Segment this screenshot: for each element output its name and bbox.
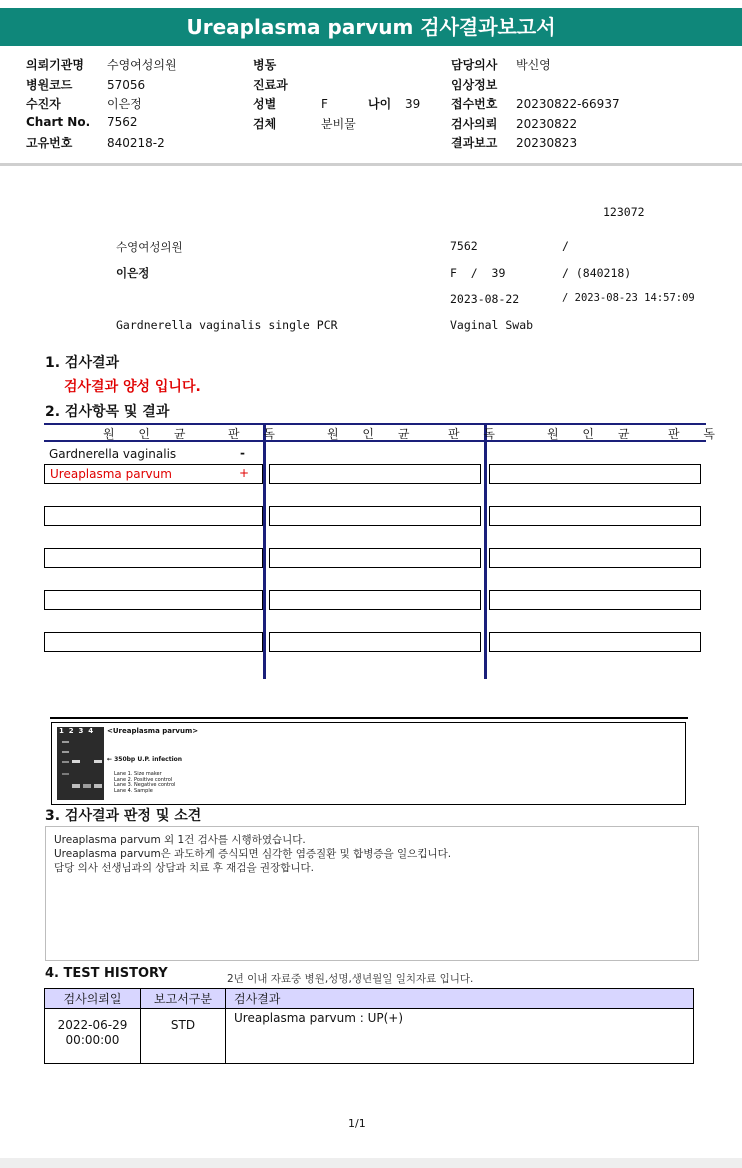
header-key: 담당의사 <box>451 58 498 72</box>
summary-slash: / <box>562 239 569 253</box>
gel-marker-label: ← 350bp U.P. infection <box>107 756 183 763</box>
opinion-box <box>45 826 699 961</box>
header-value: 이은정 <box>107 97 142 111</box>
header-value: 7562 <box>107 114 138 129</box>
summary-clinic: 수영여성의원 <box>116 240 183 254</box>
history-date-cell <box>45 1009 141 1064</box>
header-value: 분비물 <box>321 116 356 131</box>
empty-box <box>44 632 263 652</box>
header-key: 접수번호 <box>451 97 498 111</box>
history-row <box>45 1009 694 1064</box>
col-judgement-header: 판 독 <box>228 427 285 441</box>
result-value: + <box>239 466 250 480</box>
summary-code: 123072 <box>603 205 645 219</box>
gel-legend-item: Lane 2. Positive control <box>114 776 173 783</box>
header-key: 검사의뢰 <box>451 116 498 131</box>
summary-test: Gardnerella vaginalis single PCR <box>116 318 338 332</box>
header-key: 고유번호 <box>26 136 73 150</box>
empty-box <box>44 590 263 610</box>
history-col-header: 보고서구분 <box>141 989 226 1009</box>
empty-box <box>269 464 481 484</box>
summary-specimen: Vaginal Swab <box>450 318 534 332</box>
header-key: 수진자 <box>26 97 61 111</box>
header-key: 임상정보 <box>451 77 498 92</box>
opinion-line: 담당 의사 선생님과의 상담과 치료 후 재검을 권장합니다. <box>54 862 314 874</box>
history-header-row <box>45 989 694 1009</box>
summary-received: 2023-08-22 <box>450 292 520 306</box>
header-col1 <box>26 56 177 154</box>
bottom-band <box>0 1158 742 1168</box>
empty-box <box>489 464 701 484</box>
gel-divider-line <box>50 717 688 719</box>
gel-legend-item: Lane 3. Negative control <box>114 782 176 788</box>
header-col3 <box>451 56 620 154</box>
col-pathogen-header: 원 인 균 <box>547 427 640 441</box>
empty-box <box>489 506 701 526</box>
result-name: Gardnerella vaginalis <box>49 447 177 461</box>
header-key: 검체 <box>253 116 277 131</box>
page-number: 1/1 <box>348 1117 366 1130</box>
header-divider <box>0 163 742 166</box>
history-type: STD <box>141 1009 226 1064</box>
section1-heading: 1. 검사결과 <box>45 355 120 371</box>
summary-birth: / (840218) <box>562 266 632 280</box>
header-value: 840218-2 <box>107 136 165 150</box>
history-time: 00:00:00 <box>65 1033 120 1047</box>
result-value: - <box>240 446 245 460</box>
gel-image <box>57 727 104 800</box>
header-value: 57056 <box>107 77 146 92</box>
summary-patient: 이은정 <box>116 266 150 280</box>
empty-box <box>269 506 481 526</box>
header-value: 20230823 <box>516 136 578 150</box>
gel-lane-numbers: 1 2 3 4 <box>59 727 94 735</box>
section1-result: 검사결과 양성 입니다. <box>64 379 201 395</box>
header-key: 결과보고 <box>451 136 498 150</box>
header-key: Chart No. <box>26 114 91 129</box>
header-col2 <box>253 56 420 134</box>
history-date: 2022-06-29 <box>57 1018 128 1032</box>
empty-box <box>44 548 263 568</box>
header-key: 병원코드 <box>26 77 73 92</box>
grid-col-divider <box>263 423 266 679</box>
empty-box <box>269 632 481 652</box>
section4-heading: 4. TEST HISTORY <box>45 966 168 981</box>
summary-reported: / 2023-08-23 14:57:09 <box>562 292 695 304</box>
header-value: 수영여성의원 <box>107 58 177 72</box>
report-title: Ureaplasma parvum 검사결과보고서 <box>0 8 742 46</box>
col-pathogen-header: 원 인 균 <box>327 427 420 441</box>
history-result: Ureaplasma parvum : UP(+) <box>226 1009 694 1064</box>
history-col-header: 검사결과 <box>226 989 694 1009</box>
opinion-line: Ureaplasma parvum은 과도하게 증식되면 심각한 염증질환 및 합병증을 일으킵니다. <box>54 848 452 860</box>
col-judgement-header: 판 독 <box>448 427 505 441</box>
section3-heading: 3. 검사결과 판정 및 소견 <box>45 808 202 824</box>
gel-title: <Ureaplasma parvum> <box>107 727 199 735</box>
empty-box <box>269 590 481 610</box>
header-key: 의뢰기관명 <box>26 58 84 72</box>
header-value: 20230822 <box>516 116 578 131</box>
opinion-line: Ureaplasma parvum 외 1건 검사를 시행하였습니다. <box>54 834 306 846</box>
result-name: Ureaplasma parvum <box>50 467 172 481</box>
gel-bands <box>57 727 104 800</box>
header-key: 진료과 <box>253 77 288 92</box>
col-judgement-header: 판 독 <box>668 427 725 441</box>
header-value: F <box>321 97 328 111</box>
gel-legend-item: Lane 1. Size maker <box>114 771 162 777</box>
empty-box <box>489 548 701 568</box>
header-value: 박신영 <box>516 58 551 72</box>
empty-box <box>489 632 701 652</box>
gel-legend-item: Lane 4. Sample <box>114 787 153 794</box>
header-key: 성별 <box>253 97 277 111</box>
empty-box <box>269 548 481 568</box>
empty-box <box>489 590 701 610</box>
history-col-header: 검사의뢰일 <box>45 989 141 1009</box>
age-value: 39 <box>405 97 421 111</box>
grid-col-divider <box>484 423 487 679</box>
gel-legend <box>114 772 175 794</box>
col-pathogen-header: 원 인 균 <box>103 427 196 441</box>
header-value: 20230822-66937 <box>516 97 620 111</box>
header-key: 병동 <box>253 58 277 72</box>
empty-box <box>44 506 263 526</box>
section2-heading: 2. 검사항목 및 결과 <box>45 404 170 420</box>
summary-chart: 7562 <box>450 239 478 253</box>
age-key: 나이 <box>368 97 392 111</box>
history-note: 2년 이내 자료중 병원,성명,생년월일 일치자료 입니다. <box>227 973 474 985</box>
summary-sex-age: F / 39 <box>450 266 506 280</box>
history-table <box>44 988 694 1064</box>
